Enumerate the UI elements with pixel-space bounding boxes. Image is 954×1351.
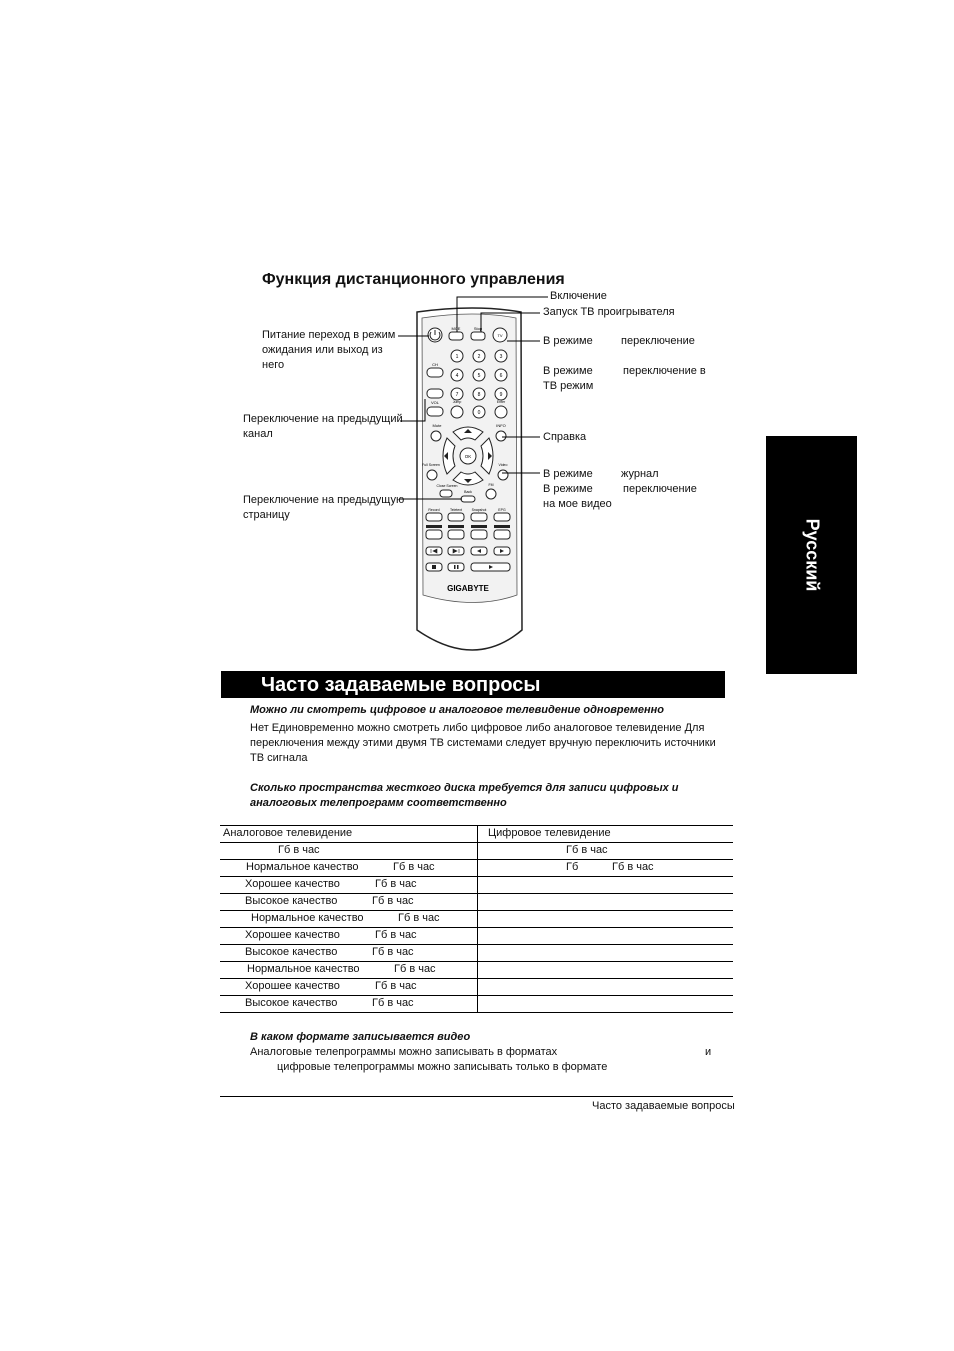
table-row: Нормальное качество Гб в час bbox=[220, 962, 733, 979]
table-header-digital: Цифровое телевидение bbox=[488, 827, 611, 839]
mce-label: MCE bbox=[451, 326, 461, 331]
faq-answer-3-line1: Аналоговые телепрограммы можно записывать в форматах bbox=[250, 1046, 558, 1058]
question-line: Сколько пространства жесткого диска требуется для записи цифровых и bbox=[250, 782, 679, 794]
table-row: Нормальное качество Гб в час bbox=[220, 911, 733, 928]
callout-mode4-b: переключение bbox=[623, 483, 697, 495]
back-label: Back bbox=[464, 490, 472, 494]
faq-answer-1 bbox=[250, 721, 716, 766]
svg-text:0: 0 bbox=[477, 410, 481, 416]
footer-rule bbox=[220, 1096, 733, 1097]
callout-mode1-b: переключение bbox=[621, 335, 695, 347]
table-header-row bbox=[220, 826, 733, 843]
callout-line: Переключение на предыдущую bbox=[243, 494, 405, 506]
footer-text: Часто задаваемые вопросы bbox=[592, 1100, 735, 1112]
vol-label: VOL bbox=[430, 400, 440, 405]
table-row: Хорошее качество Гб в час bbox=[220, 877, 733, 894]
callout-line: ожидания или выход из bbox=[262, 344, 383, 356]
svg-text:4: 4 bbox=[455, 373, 459, 379]
callout-line: него bbox=[262, 359, 285, 371]
ok-label: OK bbox=[464, 454, 472, 459]
callout-tv-player: Запуск ТВ проигрывателя bbox=[543, 306, 675, 318]
full-screen-label: Full Screen bbox=[422, 463, 440, 467]
table-row: Хорошее качество Гб в час bbox=[220, 979, 733, 996]
answer-line: ТВ сигнала bbox=[250, 752, 308, 764]
callout-mode4-c: на мое видео bbox=[543, 498, 612, 510]
table-header-analog: Аналоговое телевидение bbox=[223, 827, 353, 839]
brand-logo: GIGABYTE bbox=[447, 584, 489, 593]
record-label: Record bbox=[428, 508, 440, 512]
faq-answer-3-and: и bbox=[705, 1046, 712, 1058]
svg-text:3: 3 bbox=[499, 354, 503, 360]
faq-question-3: В каком формате записывается видео bbox=[250, 1031, 471, 1043]
tv-label: TV bbox=[497, 333, 503, 338]
info-label: INFO bbox=[496, 423, 506, 428]
callout-mode4-a: В режиме bbox=[543, 483, 593, 495]
svg-text:5: 5 bbox=[477, 373, 481, 379]
faq-question-1: Можно ли смотреть цифровое и аналоговое телевидение одновременно bbox=[250, 704, 665, 716]
language-tab-label: Русский bbox=[802, 518, 822, 592]
enter-label: Enter bbox=[496, 400, 506, 404]
callout-line: канал bbox=[243, 428, 273, 440]
answer-line: Нет Единовременно можно смотреть либо цифровое либо аналоговое телевидение Для bbox=[250, 722, 705, 734]
table-row: Нормальное качество Гб в час Гб Гб в час bbox=[220, 860, 733, 877]
ch-label: CH bbox=[432, 362, 438, 367]
stop-label: Stop bbox=[473, 326, 483, 331]
svg-text:2: 2 bbox=[477, 354, 481, 360]
svg-text:7: 7 bbox=[455, 392, 459, 398]
faq-title: Часто задаваемые вопросы bbox=[261, 674, 541, 696]
callout-mode2-a: В режиме bbox=[543, 365, 593, 377]
svg-text:8: 8 bbox=[477, 392, 481, 398]
svg-text:1: 1 bbox=[455, 354, 459, 360]
table-row: Высокое качество Гб в час bbox=[220, 996, 733, 1013]
language-tab bbox=[766, 436, 857, 674]
callout-power-on: Включение bbox=[550, 290, 607, 302]
svg-text:9: 9 bbox=[499, 392, 503, 398]
callout-mode3-a: В режиме bbox=[543, 468, 593, 480]
faq-title-bar bbox=[221, 671, 725, 698]
table-row: Высокое качество Гб в час bbox=[220, 894, 733, 911]
callout-line: страницу bbox=[243, 509, 290, 521]
faq-question-2 bbox=[250, 781, 678, 811]
close-screen-label: Close Screen bbox=[436, 484, 458, 488]
question-line: аналоговых телепрограмм соответственно bbox=[250, 797, 507, 809]
section-title: Функция дистанционного управления bbox=[262, 271, 565, 288]
video-label: Video bbox=[498, 463, 508, 467]
answer-line: переключения между этими двумя ТВ системами следует вручную переключить источники bbox=[250, 737, 716, 749]
faq-answer-3-line2: цифровые телепрограммы можно записывать только в формате bbox=[277, 1061, 608, 1073]
callout-mode2-b: переключение в bbox=[623, 365, 706, 377]
teletext-label: Teletext bbox=[449, 508, 463, 512]
table-row: Высокое качество Гб в час bbox=[220, 945, 733, 962]
snapshot-label: Snapshot bbox=[471, 508, 487, 512]
table-row: Хорошее качество Гб в час bbox=[220, 928, 733, 945]
jump-label: Jump bbox=[452, 400, 462, 404]
callout-mode1-a: В режиме bbox=[543, 335, 593, 347]
epg-label: EPG bbox=[498, 508, 506, 512]
fm-label: FM bbox=[488, 483, 494, 487]
callout-mode2-c: ТВ режим bbox=[543, 380, 594, 392]
callout-line: Переключение на предыдущий bbox=[243, 413, 403, 425]
table-row: Гб в час Гб в час bbox=[220, 843, 733, 860]
callout-line: Питание переход в режим bbox=[262, 329, 396, 341]
svg-text:6: 6 bbox=[499, 373, 503, 379]
callout-mode3-b: журнал bbox=[621, 468, 659, 480]
disk-space-table bbox=[220, 825, 733, 1013]
mute-label: Mute bbox=[432, 423, 442, 428]
callout-help: Справка bbox=[543, 431, 587, 443]
